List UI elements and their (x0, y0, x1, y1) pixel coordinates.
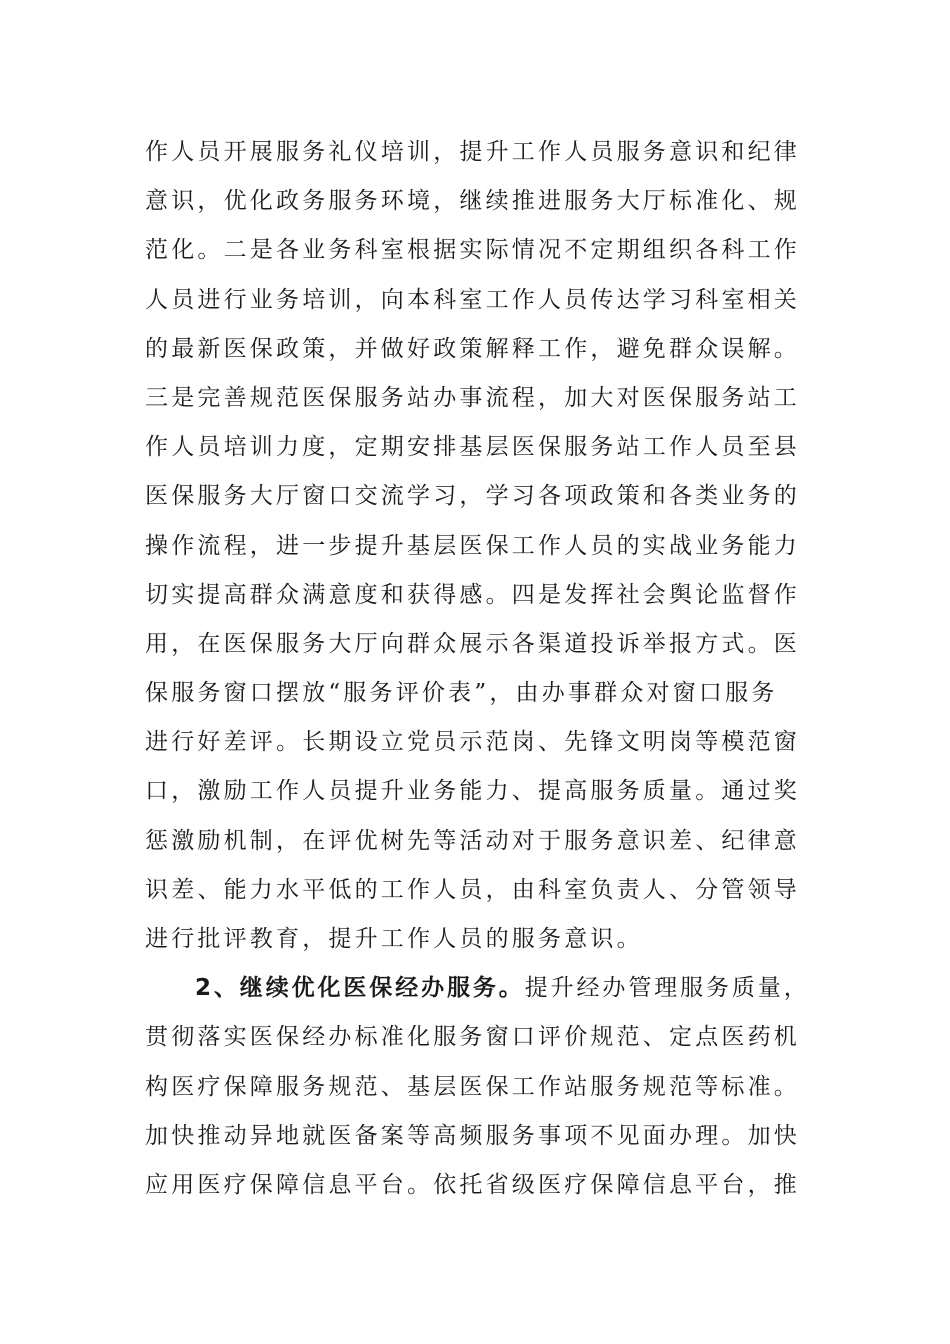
text-line: 贯彻落实医保经办标准化服务窗口评价规范、定点医药机 (145, 1024, 800, 1051)
text-line: 意识，优化政务服务环境，继续推进服务大厅标准化、规 (145, 188, 800, 215)
text-line: 医保服务大厅窗口交流学习，学习各项政策和各类业务的 (145, 483, 800, 510)
text-line: 作人员培训力度，定期安排基层医保服务站工作人员至县 (145, 434, 800, 461)
text-line: 三是完善规范医保服务站办事流程，加大对医保服务站工 (145, 384, 800, 411)
text-line: 作人员开展服务礼仪培训，提升工作人员服务意识和纪律 (145, 139, 800, 165)
text-line: 进行好差评。长期设立党员示范岗、先锋文明岗等模范窗 (145, 729, 800, 756)
text-run: 提升经办管理服务质量， (524, 975, 810, 1002)
text-line: 保服务窗口摆放“服务评价表”，由办事群众对窗口服务 (145, 680, 778, 707)
text-line: 识差、能力水平低的工作人员，由科室负责人、分管领导 (145, 876, 800, 903)
text-line: 用，在医保服务大厅向群众展示各渠道投诉举报方式。医 (145, 630, 800, 657)
text-line: 惩激励机制，在评优树先等活动对于服务意识差、纪律意 (145, 827, 800, 854)
text-line: 范化。二是各业务科室根据实际情况不定期组织各科工作 (145, 237, 800, 264)
text-line: 加快推动异地就医备案等高频服务事项不见面办理。加快 (145, 1122, 800, 1149)
paragraph (145, 964, 810, 1210)
text-line: 切实提高群众满意度和获得感。四是发挥社会舆论监督作 (145, 581, 800, 608)
document-body (145, 128, 810, 1210)
text-line (145, 964, 810, 1013)
section-heading: 2、继续优化医保经办服务。 (195, 975, 525, 1002)
text-line: 构医疗保障服务规范、基层医保工作站服务规范等标准。 (145, 1073, 800, 1100)
text-line: 应用医疗保障信息平台。依托省级医疗保障信息平台，推 (145, 1171, 800, 1198)
text-line: 操作流程，进一步提升基层医保工作人员的实战业务能力 (145, 532, 800, 559)
paragraph (145, 128, 810, 964)
text-line: 人员进行业务培训，向本科室工作人员传达学习科室相关 (145, 286, 800, 313)
text-line: 进行批评教育，提升工作人员的服务意识。 (145, 926, 643, 952)
text-line: 的最新医保政策，并做好政策解释工作，避免群众误解。 (145, 335, 800, 362)
text-line: 口，激励工作人员提升业务能力、提高服务质量。通过奖 (145, 778, 800, 805)
